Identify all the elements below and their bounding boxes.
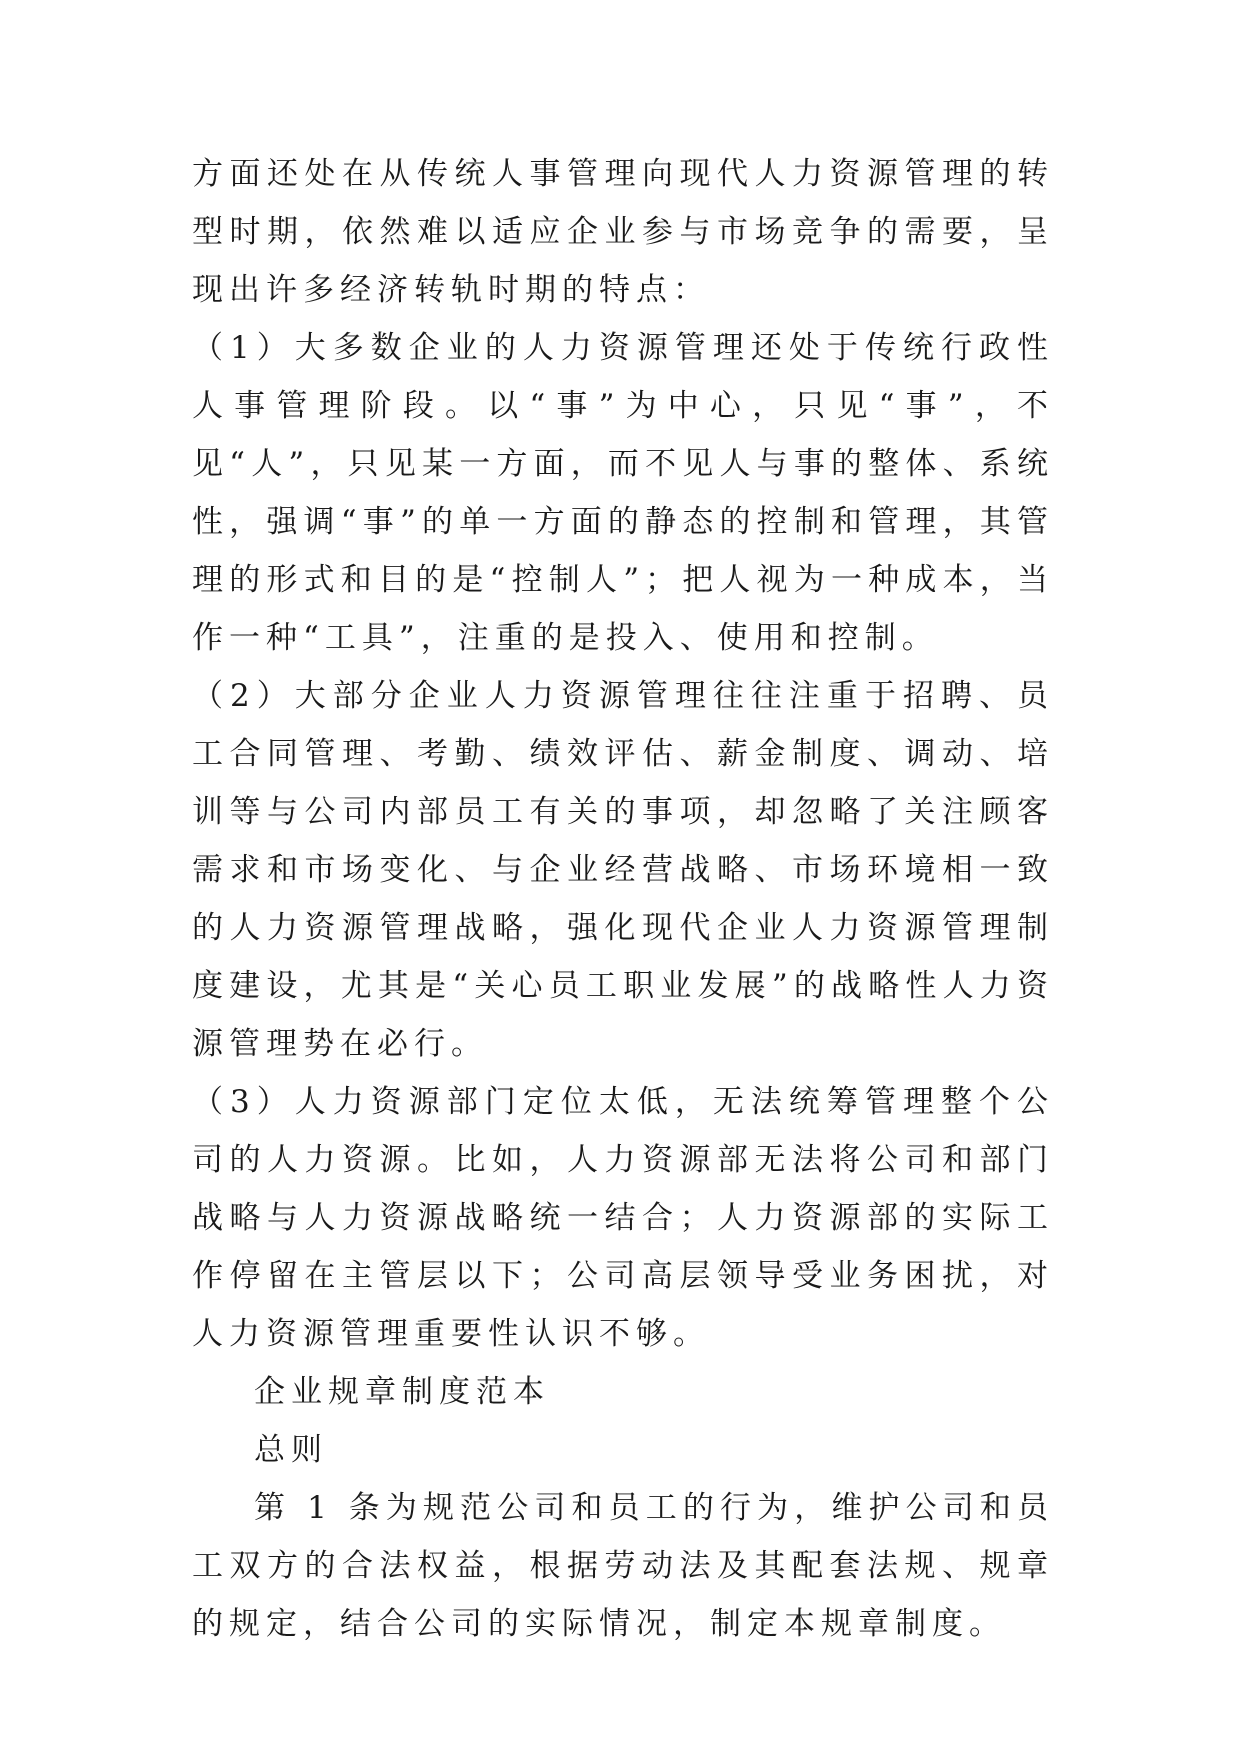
article-1: 第 1 条为规范公司和员工的行为，维护公司和员工双方的合法权益，根据劳动法及其配套法规、规章的规定，结合公司的实际情况，制定本规章制度。 <box>192 1490 1054 1642</box>
section-title: 企业规章制度范本 <box>254 1374 550 1410</box>
paragraph-point-2: （2）大部分企业人力资源管理往往注重于招聘、员工合同管理、考勤、绩效评估、薪金制度、调动、培训等与公司内部员工有关的事项，却忽略了关注顾客需求和市场变化、与企业经营战略、市场环境相一致的人力资源管理战略，强化现代企业人力资源管理制度建设，尤其是“关心员工职业发展”的战略性人力资源管理势在必行。 <box>192 678 1054 1062</box>
paragraph-intro: 方面还处在从传统人事管理向现代人力资源管理的转型时期，依然难以适应企业参与市场竞争的需要，呈现出许多经济转轨时期的特点： <box>192 156 1054 308</box>
paragraph-point-1: （1）大多数企业的人力资源管理还处于传统行政性人事管理阶段。以“事”为中心，只见“事”，不见“人”，只见某一方面，而不见人与事的整体、系统性，强调“事”的单一方面的静态的控制和管理，其管理的形式和目的是“控制人”；把人视为一种成本，当作一种“工具”，注重的是投入、使用和控制。 <box>192 330 1054 656</box>
section-heading-general: 总则 <box>254 1432 328 1468</box>
document-body <box>192 145 1054 1653</box>
paragraph-point-3: （3）人力资源部门定位太低，无法统筹管理整个公司的人力资源。比如，人力资源部无法将公司和部门战略与人力资源战略统一结合；人力资源部的实际工作停留在主管层以下；公司高层领导受业务困扰，对人力资源管理重要性认识不够。 <box>192 1084 1054 1352</box>
